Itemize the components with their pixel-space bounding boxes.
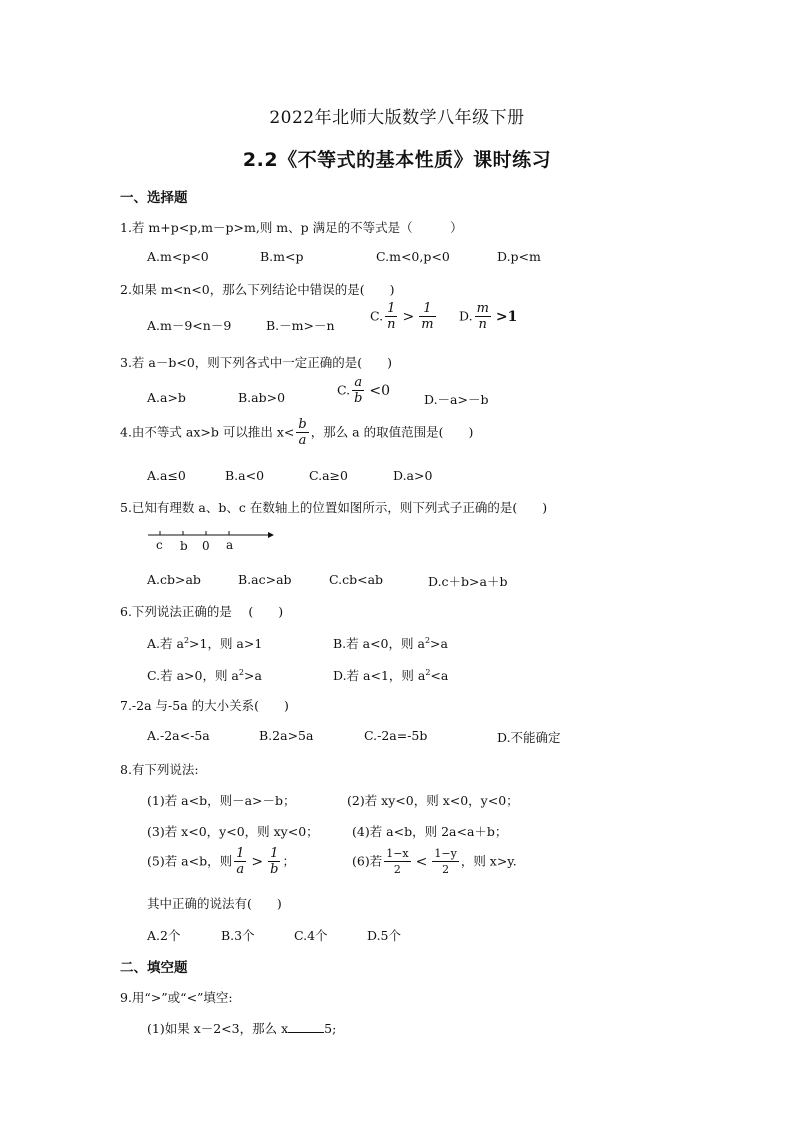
- q4-option-c: C.a≥0: [309, 468, 348, 483]
- fraction-numerator: 1: [419, 302, 435, 317]
- q2-option-c: [370, 302, 438, 332]
- q8-question: 其中正确的说法有( ): [147, 896, 282, 911]
- q5-option-b: B.ac>ab: [238, 572, 292, 587]
- fraction-denominator: m: [421, 317, 434, 332]
- q7-stem: 7.-2a 与-5a 的大小关系( ): [120, 698, 289, 713]
- q9-stem: 9.用“>”或“<”填空:: [120, 990, 233, 1005]
- fraction-denominator: n: [478, 317, 487, 332]
- q1-option-b: B.m<p: [260, 249, 304, 264]
- fraction-numerator: 1: [236, 846, 245, 861]
- exponent: 2: [424, 635, 431, 645]
- q6-option-d-text: D.若 a<1，则 a: [333, 668, 426, 683]
- fraction: [234, 847, 246, 877]
- q3-option-b: B.ab>0: [238, 390, 286, 405]
- worksheet-subtitle: 2.2《不等式的基本性质》课时练习: [242, 149, 552, 171]
- q6-option-c: [147, 666, 262, 684]
- q6-option-a-text-end: >1，则 a>1: [189, 636, 263, 651]
- fraction: [475, 302, 491, 332]
- q8-stem: 8.有下列说法:: [120, 762, 199, 777]
- q3-stem: 3.若 a－b<0，则下列各式中一定正确的是( ): [120, 355, 393, 370]
- axis-label-a: a: [226, 538, 234, 552]
- fraction-denominator: n: [387, 317, 396, 332]
- fraction: [419, 302, 435, 332]
- relation-symbol: >: [251, 854, 264, 870]
- fraction-denominator: 2: [393, 863, 401, 876]
- q8-statement-6-text: (6)若: [352, 853, 383, 869]
- fraction-denominator: b: [270, 862, 279, 877]
- exponent: 2: [425, 667, 431, 677]
- q8-statement-1: (1)若 a<b，则－a>－b；: [147, 793, 296, 808]
- q4-stem-pre: 4.由不等式 ax>b 可以推出 x<: [120, 424, 295, 440]
- q3-option-a: A.a>b: [147, 390, 186, 405]
- q6-option-b-text: B.若 a<0，则 a: [333, 636, 425, 651]
- q5-stem: 5.已知有理数 a、b、c 在数轴上的位置如图所示，则下列式子正确的是( ): [120, 500, 548, 515]
- q1-option-d: D.p<m: [497, 249, 541, 264]
- q4-stem: [120, 418, 473, 448]
- q2-option-d: [459, 302, 520, 332]
- q1-option-a: A.m<p<0: [147, 249, 209, 264]
- relation-symbol: <0: [369, 383, 391, 399]
- axis-label-b: b: [180, 539, 188, 552]
- q8-option-b: B.3个: [221, 928, 255, 943]
- exponent: 2: [238, 667, 244, 677]
- q6-option-a: [147, 634, 262, 652]
- q1-stem: 1.若 m+p<p,m－p>m,则 m、p 满足的不等式是（ ）: [120, 220, 463, 235]
- answer-blank[interactable]: [288, 1020, 324, 1033]
- fraction-numerator: b: [298, 417, 307, 432]
- q6-option-b-text-end: >a: [430, 636, 448, 651]
- worksheet-title: 2022年北师大版数学八年级下册: [269, 108, 525, 128]
- q6-option-d-text-end: <a: [430, 668, 449, 683]
- q6-option-d: [333, 666, 448, 684]
- q9-part-1-text: (1)如果 x－2<3，那么 x: [147, 1021, 289, 1036]
- fraction: [352, 376, 364, 406]
- q5-option-a: A.cb>ab: [147, 572, 201, 587]
- q6-option-c-text: C.若 a>0，则 a: [147, 668, 239, 683]
- q6-option-a-text: A.若 a: [147, 636, 184, 651]
- q7-option-a: A.-2a<-5a: [147, 728, 210, 743]
- relation-symbol: >1: [495, 309, 518, 325]
- q6-option-c-text-end: >a: [243, 668, 262, 683]
- q8-statement-5-text: (5)若 a<b，则: [147, 853, 233, 869]
- fraction-numerator: 1: [385, 302, 397, 317]
- q8-statement-2: (2)若 xy<0，则 x<0，y<0；: [347, 793, 519, 808]
- q8-statement-5-end: ；: [282, 853, 295, 869]
- section-choice-heading: 一、选择题: [120, 190, 188, 206]
- q8-option-d: D.5个: [367, 928, 402, 943]
- q4-option-d: D.a>0: [393, 468, 433, 483]
- fraction: [268, 847, 280, 877]
- fraction-denominator: a: [236, 862, 245, 877]
- q5-option-c: C.cb<ab: [329, 572, 384, 587]
- q4-stem-post: ，那么 a 的取值范围是( ): [310, 424, 474, 440]
- q7-option-c: C.-2a=-5b: [364, 728, 428, 743]
- fraction-numerator: m: [476, 301, 489, 316]
- fraction-denominator: b: [354, 391, 363, 406]
- q3-option-c-prefix: C.: [337, 382, 351, 398]
- q3-option-c: [337, 376, 393, 406]
- section-fill-heading: 二、填空题: [120, 960, 188, 976]
- q9-part-1: [147, 1019, 336, 1037]
- axis-label-0: 0: [202, 539, 210, 552]
- q8-statement-5: [147, 847, 295, 877]
- q2-option-d-prefix: D.: [459, 308, 473, 324]
- fraction-denominator: 2: [442, 863, 450, 876]
- q8-statement-3: (3)若 x<0，y<0，则 xy<0；: [147, 824, 319, 839]
- q6-option-b: [333, 634, 448, 652]
- q7-option-b: B.2a>5a: [259, 728, 314, 743]
- q3-option-d: D.－a>－b: [424, 392, 489, 407]
- number-line-figure: [146, 526, 276, 552]
- q4-option-a: A.a≤0: [147, 468, 186, 483]
- q6-stem: 6.下列说法正确的是 ( ): [120, 604, 284, 619]
- axis-label-c: c: [156, 538, 163, 552]
- q4-option-b: B.a<0: [225, 468, 265, 483]
- fraction-numerator: a: [352, 376, 364, 391]
- q1-option-c: C.m<0,p<0: [376, 249, 450, 264]
- q7-option-d: D.不能确定: [497, 730, 561, 745]
- fraction: [385, 302, 397, 332]
- q2-stem: 2.如果 m<n<0，那么下列结论中错误的是( ): [120, 282, 395, 297]
- q5-option-d: D.c＋b>a＋b: [428, 574, 508, 589]
- fraction-numerator: 1: [268, 847, 280, 862]
- q8-statement-4: (4)若 a<b，则 2a<a＋b；: [352, 824, 508, 839]
- relation-symbol: <: [415, 854, 428, 870]
- q2-option-b: B.－m>－n: [266, 318, 335, 333]
- relation-symbol: >: [402, 309, 415, 325]
- q8-option-c: C.4个: [294, 928, 328, 943]
- q8-option-a: A.2个: [147, 928, 181, 943]
- fraction: [432, 847, 458, 877]
- fraction-numerator: 1−y: [434, 847, 457, 860]
- q9-part-1-end: 5;: [324, 1021, 337, 1036]
- exponent: 2: [183, 635, 190, 645]
- fraction: [296, 418, 308, 448]
- q2-option-a: A.m－9<n－9: [147, 318, 232, 333]
- number-line-arrow: [268, 532, 274, 538]
- q2-option-c-prefix: C.: [370, 308, 384, 324]
- fraction: [384, 847, 410, 877]
- fraction-denominator: a: [298, 433, 307, 448]
- q8-statement-6: [352, 847, 517, 877]
- fraction-numerator: 1−x: [386, 847, 409, 860]
- q8-statement-6-end: ，则 x>y.: [460, 853, 517, 869]
